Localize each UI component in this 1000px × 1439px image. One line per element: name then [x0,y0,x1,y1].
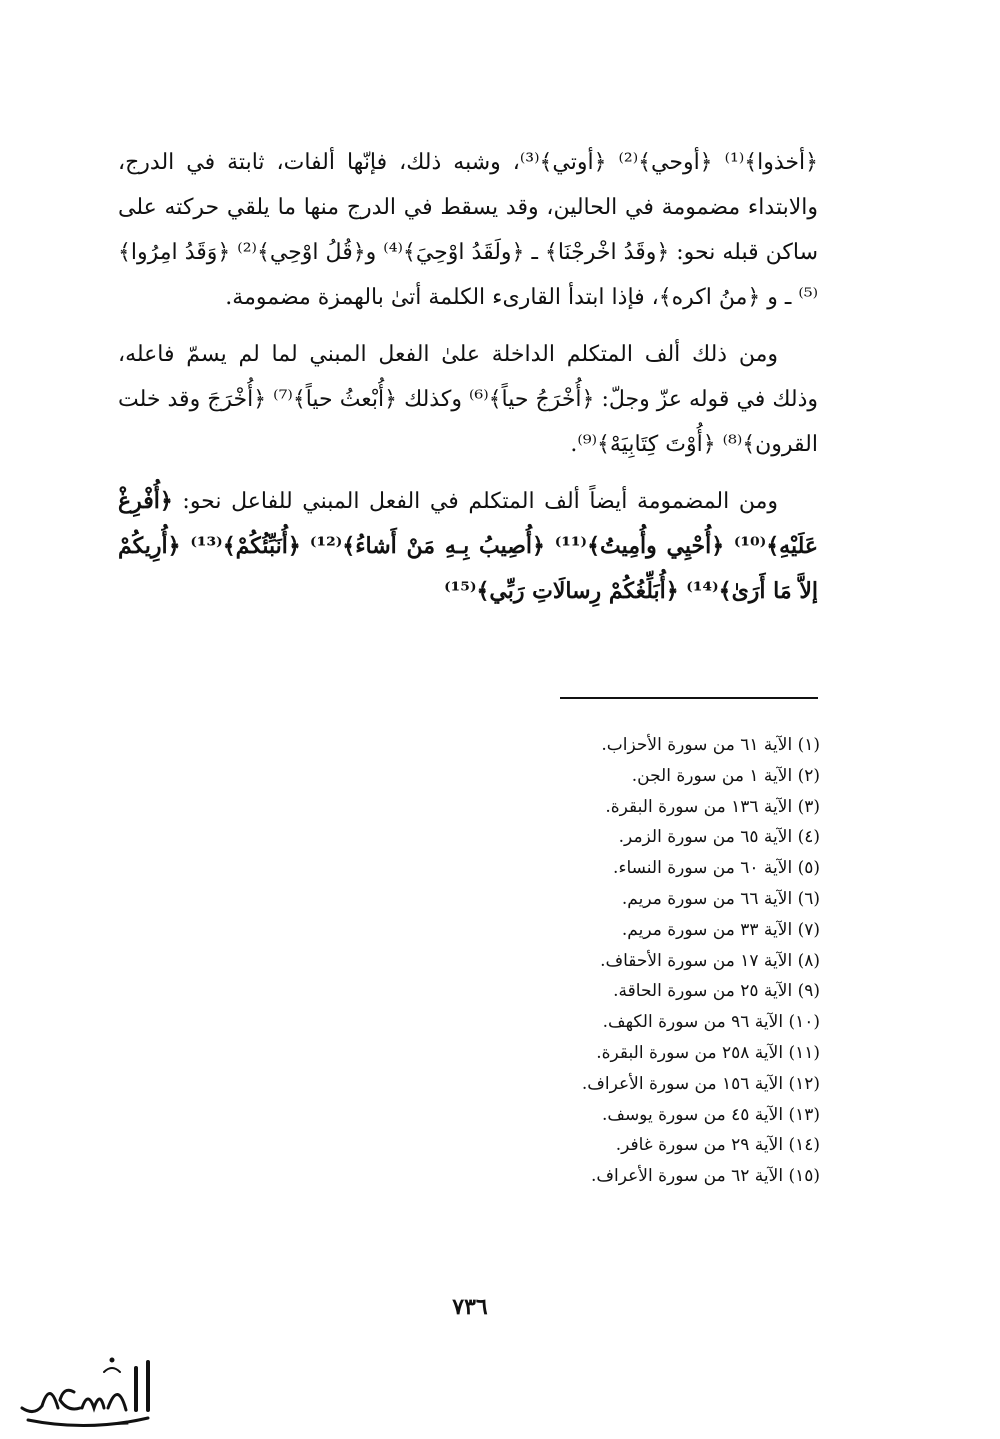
footnote-11: (١١) الآية ٢٥٨ من سورة البقرة. [596,1042,820,1063]
paragraph-3-line-3: ﴿أُنَبِّئُكُمْ﴾⁽¹³⁾ ﴿أُرِيكُمْ إلاَّ مَا أَرَىٰ﴾⁽¹⁴⁾ ﴿أُبَلِّغُكُمْ رِسالَاتِ رَبِّي﴾⁽¹⁵⁾ [118,533,818,604]
footnote-7: (٧) الآية ٣٣ من سورة مريم. [621,919,820,940]
footnote-9: (٩) الآية ٢٥ من سورة الحاقة. [613,981,820,1002]
paragraph-3-line-1: ومن المضمومة أيضاً ألف المتكلم في الفعل المبني للفاعل نحو: [182,489,778,514]
footnotes-list [300,730,820,1192]
footnote-separator [560,697,818,699]
paragraph-2-line-2: فاعله، وذلك في قوله عزّ وجلّ: ﴿أُخْرَجُ حياً﴾⁽⁶⁾ وكذلك ﴿أُبْعثُ [118,342,818,412]
footnote-13: (١٣) الآية ٤٥ من سورة يوسف. [601,1104,820,1125]
paragraph-2-line-1: ومن ذلك ألف المتكلم الداخلة علىٰ الفعل المبني لما لم يسمّ [186,342,779,367]
footnote-10: (١٠) الآية ٩٦ من سورة الكهف. [602,1012,820,1033]
main-text [118,140,818,626]
footnote-1: (١) الآية ٦١ من سورة الأحزاب. [601,735,820,755]
footnote-15: (١٥) الآية ٦٢ من سورة الأعراف. [591,1166,820,1187]
footnote-14: (١٤) الآية ٢٩ من سورة غافر. [615,1135,820,1156]
paragraph-1-line-1: ﴿أخذوا﴾⁽¹⁾ ﴿أوحي﴾⁽²⁾ ﴿أوتي﴾⁽³⁾، وشبه ذلك، فإنّها ألفات، ثابتة [227,150,818,175]
footnote-6: (٦) الآية ٦٦ من سورة مريم. [621,888,820,909]
paragraph-3-line-2: ﴿أُفْرِغْ عَلَيْهِ﴾⁽¹⁰⁾ ﴿أُحْيِي وأُمِيتُ﴾⁽¹¹⁾ ﴿أُصِيبُ بِـهِ مَنْ أَشاءُ﴾⁽¹²⁾ [118,488,818,559]
footnote-2: (٢) الآية ١ من سورة الجن. [631,765,820,786]
paragraph-3 [118,479,818,614]
paragraph-1 [118,140,818,320]
paragraph-1-line-2: في الدرج، والابتداء مضمومة في الحالين، وقد يسقط في الدرج منها ما [118,150,818,220]
footnote-3: (٣) الآية ١٣٦ من سورة البقرة. [605,796,820,817]
paragraph-1-line-4: و﴿قُلُ اوْحِي﴾⁽²⁾ ﴿وَقَدُ امِرُوا﴾⁽⁵⁾ ـ و ﴿منُ اكره﴾، فإذا ابتدأ القارىء [118,240,818,310]
footnote-4: (٤) الآية ٦٥ من سورة الزمر. [618,827,820,848]
footnote-12: (١٢) الآية ١٥٦ من سورة الأعراف. [581,1073,820,1094]
footnote-8: (٨) الآية ١٧ من سورة الأحقاف. [600,950,820,971]
paragraph-2-line-3: حياً﴾⁽⁷⁾ ﴿أُخْرَجَ وقد خلت القرون﴾⁽⁸⁾ ﴿أُوْتَ كِتَابِيَهْ﴾⁽⁹⁾. [118,387,818,457]
paragraph-2 [118,332,818,467]
footnote-5: (٥) الآية ٦٠ من سورة النساء. [613,858,820,879]
paragraph-1-line-3: يلقي حركته على ساكن قبله نحو: ﴿وقَدُ اخْرجْنَا﴾ ـ ﴿ولَقَدُ اوْحِيَ﴾⁽⁴⁾ [118,195,819,265]
page-number: ٧٣٦ [452,1294,488,1320]
calligraphy-seal-icon [8,1350,158,1435]
paragraph-1-line-5: الكلمة أتىٰ بالهمزة مضمومة. [225,285,486,310]
